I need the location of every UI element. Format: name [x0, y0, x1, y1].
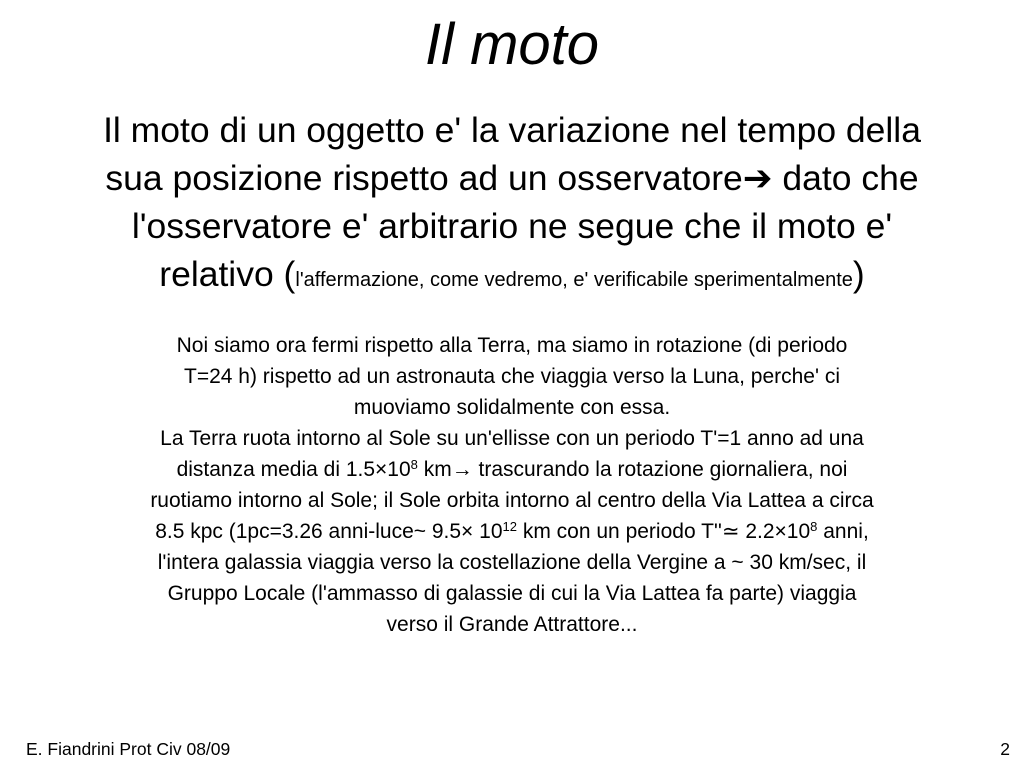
body-text: 8.5 kpc (1pc=3.26 anni-luce~ 9.5× 10: [155, 520, 503, 543]
body-line: [40, 516, 984, 547]
lead-paragraph: [40, 106, 984, 304]
lead-parenthetical: l'affermazione, come vedremo, e' verificabile sperimentalmente: [295, 269, 853, 291]
body-line: ruotiamo intorno al Sole; il Sole orbita intorno al centro della Via Lattea a circa: [150, 489, 874, 512]
superscript: 12: [502, 518, 518, 534]
footer-author: E. Fiandrini Prot Civ 08/09: [26, 739, 231, 759]
body-line: [40, 454, 984, 485]
body-line: verso il Grande Attrattore...: [386, 613, 638, 636]
body-text: trascurando la rotazione giornaliera, noi: [472, 458, 848, 481]
arrow-icon: →: [451, 458, 473, 481]
arrow-icon: ➔: [742, 158, 773, 198]
body-line: l'intera galassia viaggia verso la costellazione della Vergine a ~ 30 km/sec, il: [157, 551, 867, 574]
body-line: La Terra ruota intorno al Sole su un'ellisse con un periodo T'=1 anno ad una: [160, 427, 864, 450]
superscript: 8: [410, 456, 418, 472]
lead-line-1: Il moto di un oggetto e' la variazione nel tempo della: [103, 110, 921, 150]
body-text: anni,: [817, 520, 869, 543]
lead-line-4-close: ): [852, 254, 865, 294]
page-number: 2: [1000, 739, 1010, 759]
lead-line-4-text: relativo (: [159, 254, 296, 294]
body-text: distanza media di 1.5×10: [176, 458, 411, 481]
lead-line-4: [40, 250, 984, 304]
slide-title: Il moto: [424, 12, 600, 77]
body-line: Gruppo Locale (l'ammasso di galassie di cui la Via Lattea fa parte) viaggia: [167, 582, 857, 605]
body-line: T=24 h) rispetto ad un astronauta che viaggia verso la Luna, perche' ci: [184, 365, 840, 388]
body-line: Noi siamo ora fermi rispetto alla Terra, ma siamo in rotazione (di periodo: [176, 334, 848, 357]
lead-line-2: [40, 154, 984, 202]
lead-line-2-tail: dato che: [772, 158, 919, 198]
body-text: km con un periodo T''≃ 2.2×10: [517, 520, 811, 543]
superscript: 8: [810, 518, 818, 534]
lead-line-3: l'osservatore e' arbitrario ne segue che il moto e': [131, 206, 893, 246]
lead-line-2-text: sua posizione rispetto ad un osservatore: [105, 158, 743, 198]
body-line: muoviamo solidalmente con essa.: [353, 396, 671, 419]
body-paragraph: [40, 330, 984, 640]
body-text: km: [417, 458, 452, 481]
